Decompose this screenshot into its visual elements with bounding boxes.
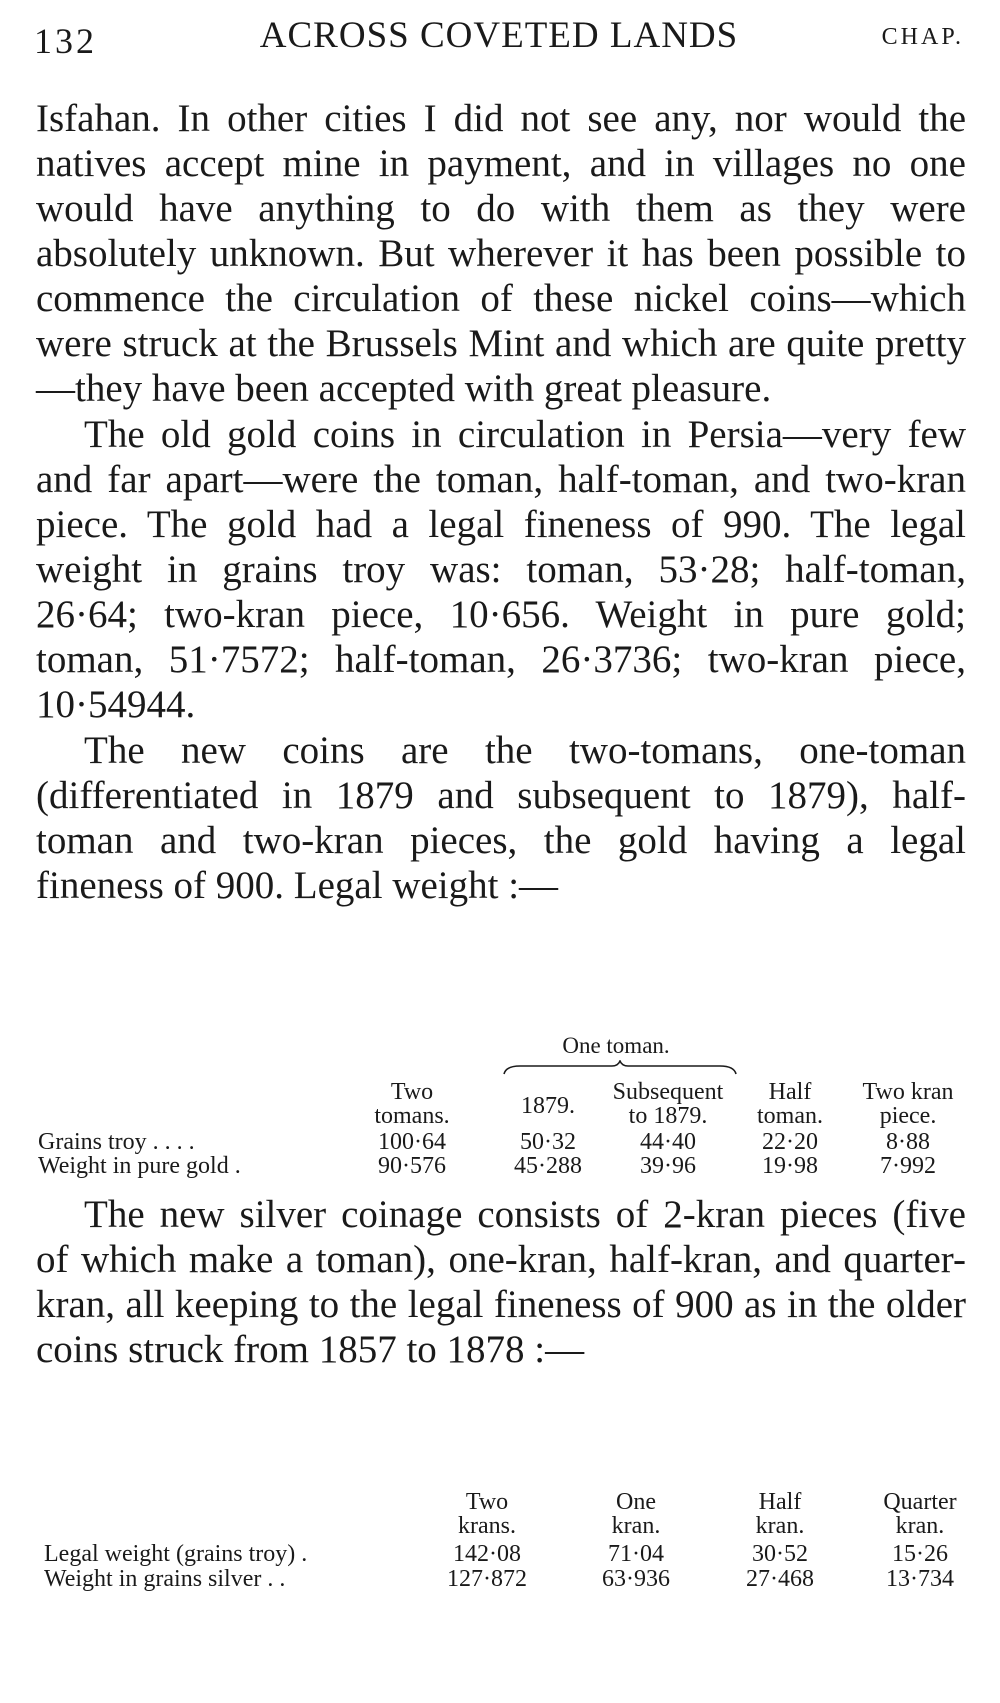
table-cell: 45·288: [514, 1153, 582, 1179]
paragraph-silver-coinage: The new silver coinage consists of 2-kran pieces (five of which make a toman), one-kran, half-kran, and quarter-kran, all keeping to the legal fineness of 900 as in the older coins struck from 1857 to 1878 :—: [36, 1193, 966, 1371]
page-number: 132: [34, 21, 97, 61]
book-title: ACROSS COVETED LANDS: [259, 15, 739, 56]
silver-weight-table: [0, 1490, 1000, 1630]
col-header-half-kran: Half kran.: [755, 1489, 805, 1539]
row-label-grains-troy: Grains troy . . . .: [38, 1129, 195, 1155]
col-header-subsequent: Subsequent to 1879.: [612, 1079, 724, 1129]
table-cell: 13·734: [886, 1566, 954, 1592]
paragraph-isfahan: Isfahan. In other cities I did not see any, nor would the natives accept mine in payment, and in villages no one would have anything to do with them as they were absolutely unknown. But wherever it has been possible to commence the circulation of these nickel coins—which were struck at the Brussels Mint and which are quite pretty—they have been accepted with great pleasure.: [36, 97, 966, 410]
row-label-legal-weight: Legal weight (grains troy) .: [44, 1541, 308, 1567]
table-cell: 8·88: [886, 1129, 930, 1155]
table-cell: 30·52: [752, 1541, 808, 1567]
table-cell: 7·992: [880, 1153, 936, 1179]
table-cell: 44·40: [640, 1129, 696, 1155]
body-text-top: [36, 96, 966, 908]
table-cell: 71·04: [608, 1541, 664, 1567]
chapter-label: CHAP.: [881, 24, 964, 50]
paragraph-old-gold: The old gold coins in circulation in Persia—very few and far apart—were the toman, half-toman, and two-kran piece. The gold had a legal fineness of 990. The legal weight in grains troy was: toman, 53·28; half-toman, 26·64; two-kran piece, 10·656. Weight in pure gold; toman, 51·7572; half-toman, 26·3736; two-kran piece, 10·54944.: [36, 413, 966, 726]
col-header-two-tomans: Two tomans.: [374, 1079, 450, 1129]
table-cell: 50·32: [520, 1129, 576, 1155]
table-cell: 22·20: [762, 1129, 818, 1155]
body-text-silver: [36, 1192, 966, 1372]
col-header-1879: 1879.: [521, 1093, 575, 1119]
paragraph-new-coins: The new coins are the two-tomans, one-toman (differentiated in 1879 and subsequent to 1879), half-toman and two-kran pieces, the gold having a legal fineness of 900. Legal weight :—: [36, 729, 966, 907]
running-head: [34, 14, 964, 64]
col-header-two-krans: Two krans.: [458, 1489, 516, 1539]
table-cell: 39·96: [640, 1153, 696, 1179]
table-cell: 15·26: [892, 1541, 948, 1567]
table-cell: 127·872: [447, 1566, 527, 1592]
col-header-quarter-kran: Quarter kran.: [883, 1489, 957, 1539]
table-cell: 142·08: [453, 1541, 521, 1567]
table-cell: 90·576: [378, 1153, 446, 1179]
col-header-two-kran: Two kran piece.: [862, 1079, 954, 1129]
table-cell: 19·98: [762, 1153, 818, 1179]
gold-weight-table: [0, 1030, 1000, 1180]
row-label-grains-silver: Weight in grains silver . .: [44, 1566, 286, 1592]
table-cell: 63·936: [602, 1566, 670, 1592]
table-cell: 27·468: [746, 1566, 814, 1592]
group-brace: [500, 1060, 740, 1078]
col-header-one-kran: One kran.: [611, 1489, 661, 1539]
group-header-one-toman: One toman.: [562, 1033, 670, 1058]
table-cell: 100·64: [378, 1129, 446, 1155]
row-label-pure-gold: Weight in pure gold .: [38, 1153, 241, 1179]
col-header-half-toman: Half toman.: [757, 1079, 823, 1129]
